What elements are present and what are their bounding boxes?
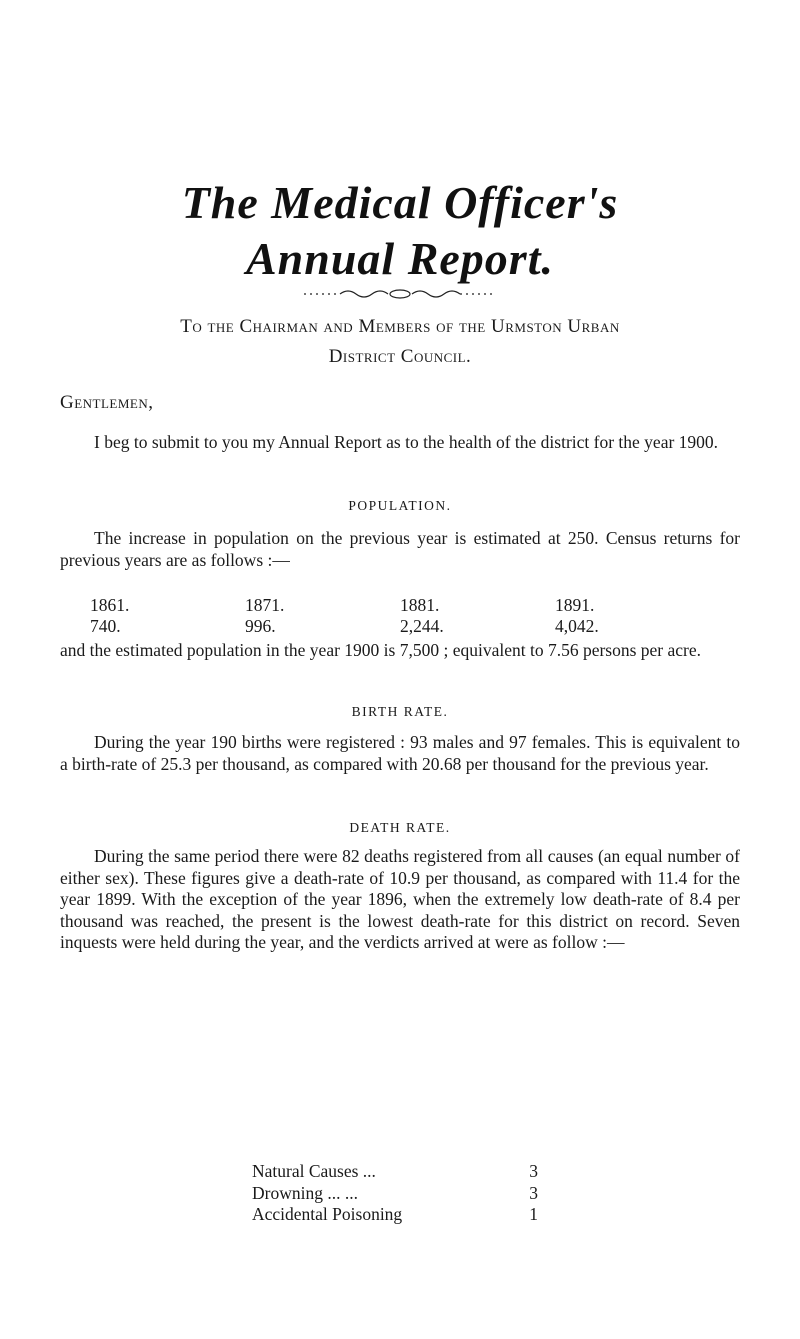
- verdict-cause: Accidental Poisoning: [252, 1204, 403, 1224]
- address-line1: To the Chairman and Members of the Urmston Urban: [180, 316, 620, 337]
- verdicts-list: [252, 1161, 538, 1226]
- death-rate-heading: DEATH RATE.: [349, 820, 451, 835]
- verdict-count: 3: [529, 1182, 538, 1203]
- population-paragraph: The increase in population on the previous year is estimated at 250. Census returns for previous years are as follows :—: [60, 528, 740, 570]
- census-year: 1861.: [90, 595, 130, 615]
- census-year: 1881.: [400, 595, 440, 615]
- birth-rate-paragraph: During the year 190 births were registered : 93 males and 97 females. This is equivalent to a birth-rate of 25.3 per thousand, as compared with 20.68 per thousand for the previous year.: [60, 732, 740, 774]
- list-item: [252, 1161, 538, 1183]
- census-year: 1891.: [555, 595, 595, 615]
- report-title-line1: The Medical Officer's: [181, 177, 619, 228]
- salutation: Gentlemen,: [60, 392, 154, 413]
- census-values-row: [90, 616, 710, 637]
- verdict-cause: Drowning ... ...: [252, 1182, 358, 1203]
- death-rate-paragraph: During the same period there were 82 deaths registered from all causes (an equal number of either sex). These figures give a death-rate of 10.9 per thousand, as compared with 11.4 for the year 1899. With the exception of the year 1896, when the extremely low death-rate of 8.4 per thousand was reached, the present is the lowest death-rate for this district on record. Seven inquests were held during the year, and the verdicts arrived at were as follow :—: [60, 846, 740, 952]
- report-title-line2: Annual Report.: [246, 233, 554, 284]
- census-value: 2,244.: [400, 616, 444, 636]
- census-value: 740.: [90, 616, 121, 636]
- census-value: 996.: [245, 616, 276, 636]
- census-year: 1871.: [245, 595, 285, 615]
- birth-rate-heading: BIRTH RATE.: [351, 704, 449, 719]
- census-years-row: [90, 595, 710, 616]
- intro-paragraph: I beg to submit to you my Annual Report as to the health of the district for the year 1900.: [94, 432, 719, 452]
- list-item: [252, 1183, 538, 1205]
- verdict-count: 3: [529, 1161, 538, 1181]
- census-table: [90, 595, 710, 637]
- population-estimate-paragraph: and the estimated population in the year 1900 is 7,500 ; equivalent to 7.56 persons per acre.: [60, 640, 702, 660]
- verdict-count: 1: [529, 1204, 538, 1224]
- address-line2: District Council.: [328, 346, 472, 367]
- population-heading: POPULATION.: [348, 498, 452, 513]
- census-value: 4,042.: [555, 616, 599, 636]
- ornament-divider-icon: [0, 286, 800, 305]
- list-item: [252, 1204, 538, 1226]
- verdict-cause: Natural Causes ...: [252, 1161, 376, 1181]
